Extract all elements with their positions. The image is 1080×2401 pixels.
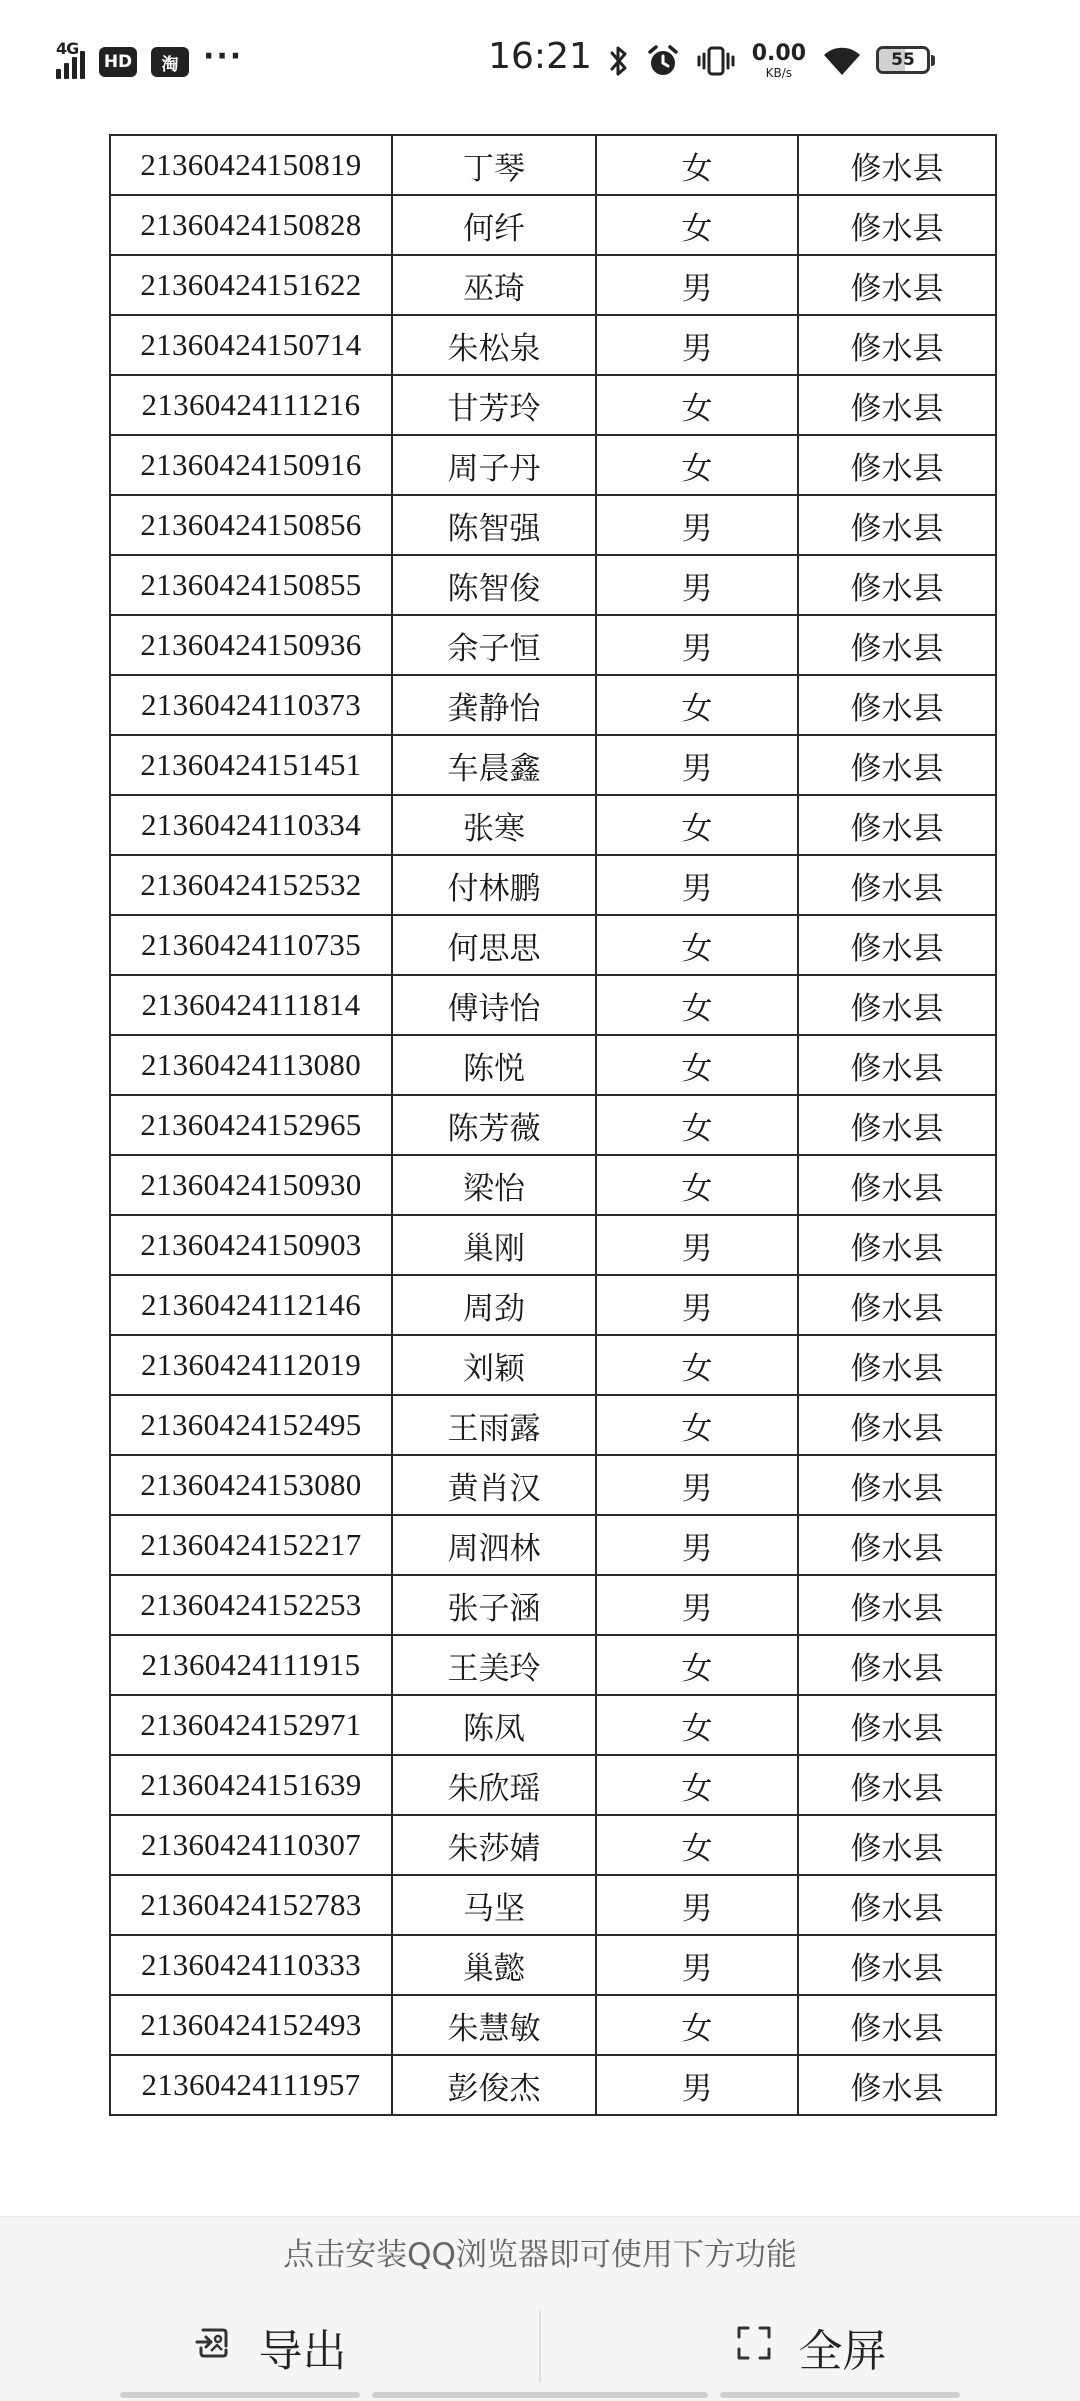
table-row bbox=[110, 975, 996, 1035]
student-name-cell: 车晨鑫 bbox=[392, 735, 596, 795]
county-cell: 修水县 bbox=[798, 1275, 996, 1335]
student-id-cell: 21360424150819 bbox=[110, 135, 392, 195]
gender-cell: 男 bbox=[596, 495, 798, 555]
county-cell: 修水县 bbox=[798, 1095, 996, 1155]
wifi-icon bbox=[822, 45, 862, 77]
table-row bbox=[110, 255, 996, 315]
student-name-cell: 梁怡 bbox=[392, 1155, 596, 1215]
gender-cell: 女 bbox=[596, 1635, 798, 1695]
network-speed-value: 0.00 bbox=[751, 41, 806, 66]
student-id-cell: 21360424110333 bbox=[110, 1935, 392, 1995]
gender-cell: 女 bbox=[596, 1395, 798, 1455]
table-row bbox=[110, 915, 996, 975]
county-cell: 修水县 bbox=[798, 435, 996, 495]
gender-cell: 女 bbox=[596, 1995, 798, 2055]
county-cell: 修水县 bbox=[798, 975, 996, 1035]
table-row bbox=[110, 1695, 996, 1755]
student-id-cell: 21360424113080 bbox=[110, 1035, 392, 1095]
gender-cell: 女 bbox=[596, 1695, 798, 1755]
student-name-cell: 王美玲 bbox=[392, 1635, 596, 1695]
student-id-cell: 21360424110307 bbox=[110, 1815, 392, 1875]
table-row bbox=[110, 195, 996, 255]
student-id-cell: 21360424151451 bbox=[110, 735, 392, 795]
county-cell: 修水县 bbox=[798, 1815, 996, 1875]
status-time: 16:21 bbox=[488, 36, 592, 77]
bottom-action-panel bbox=[0, 2216, 1080, 2401]
student-id-cell: 21360424110334 bbox=[110, 795, 392, 855]
county-cell: 修水县 bbox=[798, 915, 996, 975]
student-id-cell: 21360424150930 bbox=[110, 1155, 392, 1215]
gender-cell: 女 bbox=[596, 915, 798, 975]
table-row bbox=[110, 495, 996, 555]
fullscreen-label: 全屏 bbox=[798, 2326, 887, 2377]
table-row bbox=[110, 135, 996, 195]
county-cell: 修水县 bbox=[798, 675, 996, 735]
gender-cell: 男 bbox=[596, 315, 798, 375]
county-cell: 修水县 bbox=[798, 495, 996, 555]
county-cell: 修水县 bbox=[798, 555, 996, 615]
student-name-cell: 朱松泉 bbox=[392, 315, 596, 375]
county-cell: 修水县 bbox=[798, 315, 996, 375]
gender-cell: 男 bbox=[596, 1935, 798, 1995]
network-type-label: 4G bbox=[56, 39, 79, 58]
county-cell: 修水县 bbox=[798, 795, 996, 855]
alarm-icon bbox=[646, 44, 680, 78]
student-id-cell: 21360424150714 bbox=[110, 315, 392, 375]
table-row bbox=[110, 2055, 996, 2115]
student-name-cell: 马坚 bbox=[392, 1875, 596, 1935]
network-speed bbox=[752, 43, 806, 79]
gender-cell: 女 bbox=[596, 675, 798, 735]
export-icon bbox=[193, 2322, 233, 2373]
table-row bbox=[110, 1155, 996, 1215]
student-id-cell: 21360424150936 bbox=[110, 615, 392, 675]
student-name-cell: 巫琦 bbox=[392, 255, 596, 315]
county-cell: 修水县 bbox=[798, 1035, 996, 1095]
table-row bbox=[110, 855, 996, 915]
table-row bbox=[110, 1215, 996, 1275]
battery-icon bbox=[876, 46, 938, 76]
student-name-cell: 张子涵 bbox=[392, 1575, 596, 1635]
student-id-cell: 21360424112019 bbox=[110, 1335, 392, 1395]
student-name-cell: 周子丹 bbox=[392, 435, 596, 495]
table-row bbox=[110, 675, 996, 735]
student-name-cell: 龚静怡 bbox=[392, 675, 596, 735]
student-id-cell: 21360424152253 bbox=[110, 1575, 392, 1635]
county-cell: 修水县 bbox=[798, 1755, 996, 1815]
county-cell: 修水县 bbox=[798, 1395, 996, 1455]
county-cell: 修水县 bbox=[798, 1635, 996, 1695]
student-name-cell: 陈悦 bbox=[392, 1035, 596, 1095]
student-id-cell: 21360424150916 bbox=[110, 435, 392, 495]
table-row bbox=[110, 1635, 996, 1695]
gender-cell: 女 bbox=[596, 435, 798, 495]
gender-cell: 女 bbox=[596, 1755, 798, 1815]
student-name-cell: 周泗林 bbox=[392, 1515, 596, 1575]
county-cell: 修水县 bbox=[798, 1515, 996, 1575]
gender-cell: 男 bbox=[596, 1455, 798, 1515]
student-id-cell: 21360424112146 bbox=[110, 1275, 392, 1335]
county-cell: 修水县 bbox=[798, 1875, 996, 1935]
table-row bbox=[110, 1095, 996, 1155]
student-name-cell: 王雨露 bbox=[392, 1395, 596, 1455]
gender-cell: 女 bbox=[596, 795, 798, 855]
student-name-cell: 甘芳玲 bbox=[392, 375, 596, 435]
student-name-cell: 陈智强 bbox=[392, 495, 596, 555]
student-id-cell: 21360424111915 bbox=[110, 1635, 392, 1695]
bluetooth-icon bbox=[608, 44, 630, 78]
table-row bbox=[110, 1395, 996, 1455]
roster-table bbox=[109, 134, 997, 2116]
county-cell: 修水县 bbox=[798, 1155, 996, 1215]
table-row bbox=[110, 1875, 996, 1935]
table-row bbox=[110, 1335, 996, 1395]
battery-level-text: 55 bbox=[891, 50, 915, 70]
table-row bbox=[110, 435, 996, 495]
action-bar bbox=[0, 2297, 1080, 2397]
county-cell: 修水县 bbox=[798, 855, 996, 915]
table-row bbox=[110, 615, 996, 675]
student-name-cell: 陈智俊 bbox=[392, 555, 596, 615]
county-cell: 修水县 bbox=[798, 1215, 996, 1275]
table-row bbox=[110, 1755, 996, 1815]
gender-cell: 女 bbox=[596, 1035, 798, 1095]
gender-cell: 女 bbox=[596, 1095, 798, 1155]
student-id-cell: 21360424153080 bbox=[110, 1455, 392, 1515]
student-name-cell: 陈凤 bbox=[392, 1695, 596, 1755]
county-cell: 修水县 bbox=[798, 1695, 996, 1755]
table-row bbox=[110, 735, 996, 795]
student-id-cell: 21360424111957 bbox=[110, 2055, 392, 2115]
student-name-cell: 周劲 bbox=[392, 1275, 596, 1335]
table-row bbox=[110, 1575, 996, 1635]
gender-cell: 女 bbox=[596, 195, 798, 255]
hd-icon: HD bbox=[99, 47, 137, 77]
fullscreen-icon bbox=[735, 2322, 773, 2373]
county-cell: 修水县 bbox=[798, 1455, 996, 1515]
student-name-cell: 彭俊杰 bbox=[392, 2055, 596, 2115]
county-cell: 修水县 bbox=[798, 2055, 996, 2115]
more-notifications-icon: ··· bbox=[203, 39, 244, 74]
student-name-cell: 付林鹏 bbox=[392, 855, 596, 915]
table-row bbox=[110, 555, 996, 615]
student-id-cell: 21360424150828 bbox=[110, 195, 392, 255]
gender-cell: 女 bbox=[596, 1335, 798, 1395]
student-id-cell: 21360424152971 bbox=[110, 1695, 392, 1755]
gender-cell: 女 bbox=[596, 1815, 798, 1875]
student-id-cell: 21360424152532 bbox=[110, 855, 392, 915]
student-id-cell: 21360424152493 bbox=[110, 1995, 392, 2055]
table-row bbox=[110, 1515, 996, 1575]
student-name-cell: 张寒 bbox=[392, 795, 596, 855]
taobao-icon: 淘 bbox=[151, 47, 189, 77]
student-id-cell: 21360424110373 bbox=[110, 675, 392, 735]
gender-cell: 男 bbox=[596, 1275, 798, 1335]
table-row bbox=[110, 315, 996, 375]
gender-cell: 男 bbox=[596, 555, 798, 615]
county-cell: 修水县 bbox=[798, 195, 996, 255]
gender-cell: 男 bbox=[596, 1515, 798, 1575]
student-id-cell: 21360424151622 bbox=[110, 255, 392, 315]
student-name-cell: 何纤 bbox=[392, 195, 596, 255]
table-row bbox=[110, 1035, 996, 1095]
county-cell: 修水县 bbox=[798, 135, 996, 195]
student-name-cell: 朱欣瑶 bbox=[392, 1755, 596, 1815]
gender-cell: 女 bbox=[596, 1155, 798, 1215]
table-row bbox=[110, 1995, 996, 2055]
student-name-cell: 巢刚 bbox=[392, 1215, 596, 1275]
student-id-cell: 21360424152783 bbox=[110, 1875, 392, 1935]
county-cell: 修水县 bbox=[798, 1575, 996, 1635]
county-cell: 修水县 bbox=[798, 615, 996, 675]
network-speed-unit: KB/s bbox=[765, 66, 793, 80]
student-id-cell: 21360424151639 bbox=[110, 1755, 392, 1815]
student-id-cell: 21360424111216 bbox=[110, 375, 392, 435]
county-cell: 修水县 bbox=[798, 1995, 996, 2055]
student-name-cell: 余子恒 bbox=[392, 615, 596, 675]
county-cell: 修水县 bbox=[798, 1335, 996, 1395]
gender-cell: 女 bbox=[596, 135, 798, 195]
gender-cell: 男 bbox=[596, 735, 798, 795]
gender-cell: 男 bbox=[596, 1875, 798, 1935]
student-name-cell: 陈芳薇 bbox=[392, 1095, 596, 1155]
student-name-cell: 何思思 bbox=[392, 915, 596, 975]
export-label: 导出 bbox=[258, 2326, 347, 2377]
student-name-cell: 朱慧敏 bbox=[392, 1995, 596, 2055]
student-name-cell: 巢懿 bbox=[392, 1935, 596, 1995]
student-id-cell: 21360424152217 bbox=[110, 1515, 392, 1575]
table-row bbox=[110, 795, 996, 855]
table-row bbox=[110, 1815, 996, 1875]
table-row bbox=[110, 375, 996, 435]
gender-cell: 女 bbox=[596, 975, 798, 1035]
student-name-cell: 傅诗怡 bbox=[392, 975, 596, 1035]
install-browser-prompt[interactable]: 点击安装QQ浏览器即可使用下方功能 bbox=[283, 2237, 797, 2273]
gender-cell: 男 bbox=[596, 855, 798, 915]
student-name-cell: 刘颖 bbox=[392, 1335, 596, 1395]
student-name-cell: 朱莎婧 bbox=[392, 1815, 596, 1875]
fullscreen-button[interactable] bbox=[541, 2297, 1080, 2397]
roster-table-body bbox=[110, 135, 996, 2115]
gender-cell: 男 bbox=[596, 615, 798, 675]
student-id-cell: 21360424110735 bbox=[110, 915, 392, 975]
student-name-cell: 黄肖汉 bbox=[392, 1455, 596, 1515]
status-right-group bbox=[608, 36, 862, 86]
table-row bbox=[110, 1455, 996, 1515]
county-cell: 修水县 bbox=[798, 375, 996, 435]
county-cell: 修水县 bbox=[798, 735, 996, 795]
gender-cell: 男 bbox=[596, 255, 798, 315]
vibrate-icon bbox=[696, 44, 736, 78]
student-id-cell: 21360424150903 bbox=[110, 1215, 392, 1275]
export-button[interactable] bbox=[0, 2297, 539, 2397]
gender-cell: 女 bbox=[596, 375, 798, 435]
county-cell: 修水县 bbox=[798, 1935, 996, 1995]
gesture-indicator bbox=[0, 2392, 1080, 2400]
gender-cell: 男 bbox=[596, 1575, 798, 1635]
student-id-cell: 21360424152495 bbox=[110, 1395, 392, 1455]
table-row bbox=[110, 1935, 996, 1995]
student-id-cell: 21360424150855 bbox=[110, 555, 392, 615]
student-name-cell: 丁琴 bbox=[392, 135, 596, 195]
table-row bbox=[110, 1275, 996, 1335]
gender-cell: 男 bbox=[596, 2055, 798, 2115]
county-cell: 修水县 bbox=[798, 255, 996, 315]
student-id-cell: 21360424150856 bbox=[110, 495, 392, 555]
student-id-cell: 21360424111814 bbox=[110, 975, 392, 1035]
student-id-cell: 21360424152965 bbox=[110, 1095, 392, 1155]
status-bar bbox=[0, 0, 1080, 118]
gender-cell: 男 bbox=[596, 1215, 798, 1275]
roster-table-container[interactable] bbox=[109, 134, 989, 2116]
